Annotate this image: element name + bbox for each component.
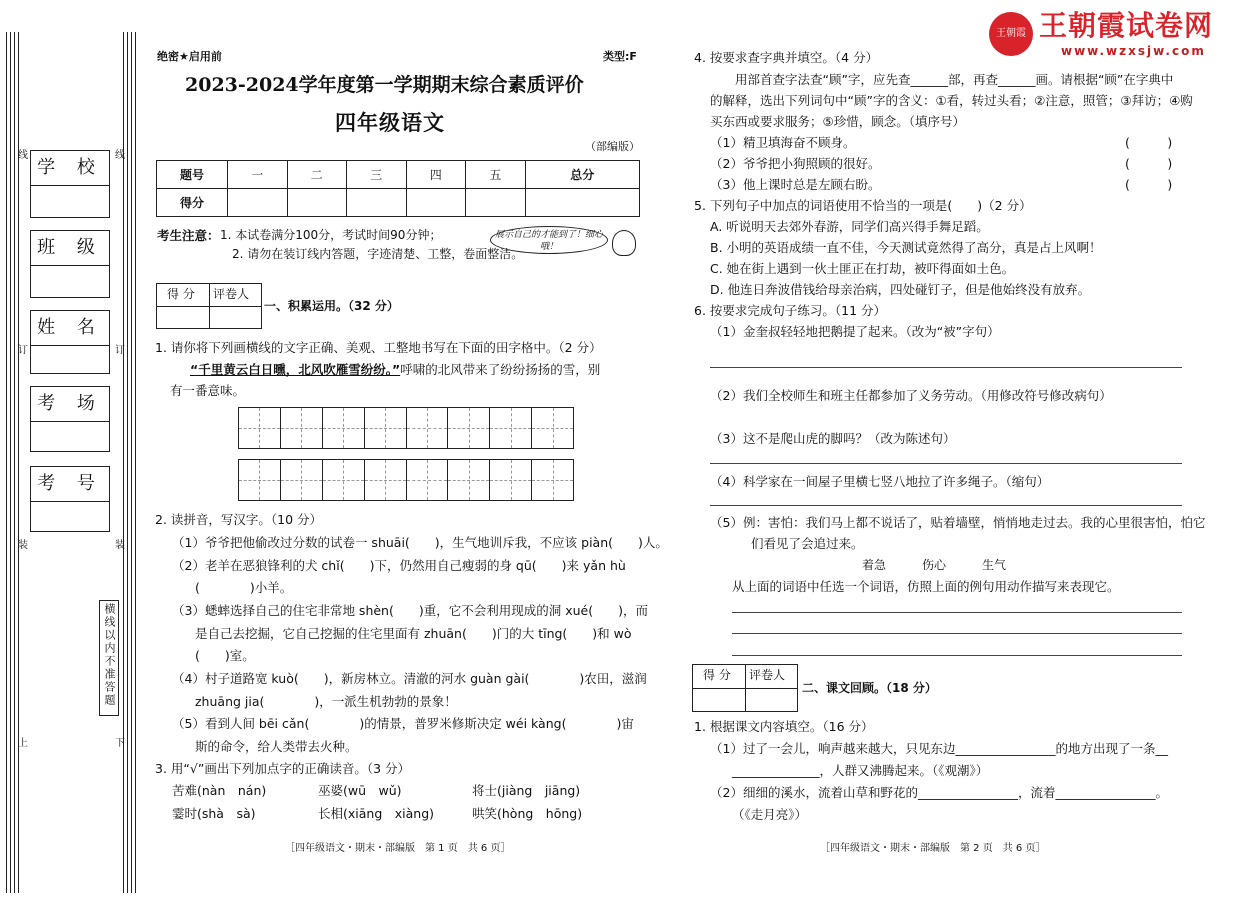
q3-option[interactable]: 巫婆(wū wǔ): [318, 783, 402, 798]
q1-text: 1. 请你将下列画横线的文字正确、美观、工整地书写在下面的田字格中。（2 分）: [155, 340, 602, 355]
q4-item: （1）精卫填海奋不顾身。: [710, 135, 856, 150]
notes-line-1: 1. 本试卷满分100分，考试时间90分钟；: [220, 228, 442, 242]
q3-option[interactable]: 苦难(nàn nán): [172, 783, 267, 798]
score-cell[interactable]: [347, 189, 407, 217]
q2-item: 是自己去挖掘，它自己挖掘的住宅里面有 zhuān( )门的大 tīng( )和 wò: [195, 626, 632, 641]
mark-ding: 订: [115, 345, 125, 356]
q4-body: 买东西或要求服务；⑤珍惜，顾念。（填序号）: [710, 114, 965, 129]
notes-label: 考生注意：: [157, 228, 220, 243]
answer-line[interactable]: [710, 463, 1182, 464]
exam-room-field[interactable]: 考 场: [30, 386, 110, 452]
logo-brand-name: 王朝霞试卷网: [1039, 9, 1214, 42]
cartoon-girl-icon: [612, 230, 636, 256]
q5-option[interactable]: B. 小明的英语成绩一直不佳，今天测试竟然得了高分，真是占上风啊！: [710, 240, 1102, 255]
q6-item: （1）金奎叔轻轻地把鹅提了起来。（改为“被”字句）: [710, 324, 1000, 339]
q2-item: 斯的命令，给人类带去火种。: [195, 739, 358, 754]
score-header: 二: [287, 161, 347, 189]
score-header: 总分: [525, 161, 639, 189]
brand-logo: [989, 10, 1225, 58]
q4-answer[interactable]: ( ): [1125, 177, 1173, 192]
logo-badge-icon: 王朝霞: [989, 12, 1033, 56]
q6-item: 们看见了会追过来。: [751, 536, 864, 551]
s2-q1-item: ______________，人群又沸腾起来。（《观潮》）: [732, 763, 989, 778]
name-field[interactable]: 姓 名: [30, 310, 110, 374]
q2-item: ( )小羊。: [195, 580, 293, 595]
page-footer-1: ［四年级语文・期末・部编版 第 1 页 共 6 页］: [285, 843, 511, 854]
page-footer-2: ［四年级语文・期末・部编版 第 2 页 共 6 页］: [820, 843, 1046, 854]
q4-text: 4. 按要求查字典并填空。（4 分）: [694, 50, 879, 65]
writing-grid-1[interactable]: [238, 407, 574, 449]
q4-item: （3）他上课时总是左顾右盼。: [710, 177, 881, 192]
q4-answer[interactable]: ( ): [1125, 156, 1173, 171]
q6-item: （5）例：害怕：我们马上都不说话了，贴着墙壁，悄悄地走过去。我的心里很害怕，怕它: [710, 515, 1206, 530]
q4-body: 用部首查字法查“顾”字，应先查______部，再查______画。请根据“顾”在字典中: [735, 72, 1174, 87]
score-header: 四: [406, 161, 466, 189]
s2-q1-item: （《走月亮》）: [732, 807, 808, 822]
q2-item: zhuāng jia( )，一派生机勃勃的景象！: [195, 694, 457, 709]
s2-q1-item: （2）细细的溪水，流着山草和野花的________________，流着________________。: [710, 785, 1168, 800]
exam-title: 2023-2024学年度第一学期期末综合素质评价: [185, 74, 584, 96]
binding-notice: 横线以内不准答题: [99, 600, 119, 716]
q6-item: （4）科学家在一间屋子里横七竖八地拉了许多绳子。（缩句）: [710, 474, 1050, 489]
q4-body: 的解释，选出下列词句中“顾”字的含义：①看，转过头看；②注意，照管；③拜访；④购: [710, 93, 1193, 108]
q1-text-cont: 有一番意味。: [170, 383, 246, 398]
encourage-bubble: 展示自己的才能到了！细心哦！: [490, 226, 608, 254]
mark-zhuang: 装: [115, 540, 125, 551]
score-header: 题号: [157, 161, 228, 189]
q2-item: （1）爷爷把他偷改过分数的试卷一 shuāi( )，生气地训斥我，不应该 piàn( )人。: [172, 535, 668, 550]
q3-option[interactable]: 将士(jiàng jiāng): [472, 783, 581, 798]
q3-option[interactable]: 长相(xiāng xiàng): [318, 806, 435, 821]
score-header: 三: [347, 161, 407, 189]
mark-xia: 下: [115, 738, 125, 749]
q1-quote: “千里黄云白日曛，北风吹雁雪纷纷。”呼啸的北风带来了纷纷扬扬的雪，别: [190, 362, 601, 377]
mark-shang: 上: [18, 738, 28, 749]
q3-text: 3. 用“√”画出下列加点字的正确读音。（3 分）: [155, 761, 410, 776]
q6-item: 从上面的词语中任选一个词语，仿照上面的例句用动作描写来表现它。: [732, 579, 1120, 594]
mark-xian: 线: [18, 150, 28, 161]
score-cell[interactable]: [228, 189, 288, 217]
score-cell[interactable]: [525, 189, 639, 217]
notes-line-2: 2. 请勿在装订线内答题，字迹清楚、工整，卷面整洁。: [232, 247, 524, 261]
score-cell[interactable]: [406, 189, 466, 217]
score-row-label: 得分: [157, 189, 228, 217]
edition-label: （部编版）: [585, 140, 640, 153]
score-header: 五: [466, 161, 526, 189]
score-cell[interactable]: [466, 189, 526, 217]
q3-option[interactable]: 哄笑(hòng hōng): [472, 806, 583, 821]
q5-text: 5. 下列句子中加点的词语使用不恰当的一项是( )（2 分）: [694, 198, 1032, 213]
score-header: 一: [228, 161, 288, 189]
q2-item: ( )室。: [195, 648, 255, 663]
exam-type: 类型:F: [603, 50, 637, 63]
exam-number-field[interactable]: 考 号: [30, 466, 110, 532]
q6-item: （3）这不是爬山虎的脚吗？（改为陈述句）: [710, 431, 956, 446]
q2-text: 2. 读拼音，写汉字。（10 分）: [155, 512, 323, 527]
mark-zhuang: 装: [18, 540, 28, 551]
q4-item: （2）爷爷把小狗照顾的很好。: [710, 156, 881, 171]
section-1-title: 一、积累运用。（32 分）: [264, 299, 399, 313]
exam-subject: 四年级语文: [335, 110, 445, 135]
school-field[interactable]: 学 校: [30, 150, 110, 218]
q2-item: （2）老羊在恶狼锋利的犬 chǐ( )下，仍然用自己瘦弱的身 qū( )来 yǎn hù: [172, 558, 626, 573]
answer-line[interactable]: [732, 612, 1182, 613]
answer-line[interactable]: [710, 505, 1182, 506]
answer-line[interactable]: [732, 633, 1182, 634]
q6-text: 6. 按要求完成句子练习。（11 分）: [694, 303, 887, 318]
secret-label: 绝密★启用前: [157, 50, 222, 63]
q6-word-choices: 着急 伤心 生气: [862, 558, 1007, 572]
q2-item: （3）蟋蟀选择自己的住宅非常地 shèn( )重，它不会利用现成的洞 xué( )，而: [172, 603, 648, 618]
logo-url: www.wzxsjw.com: [1061, 44, 1206, 58]
q2-item: （4）村子道路宽 kuò( )，新房林立。清澈的河水 guàn gài( )农田，滋润: [172, 671, 647, 686]
q3-option[interactable]: 霎时(shà sà): [172, 806, 256, 821]
writing-grid-2[interactable]: [238, 459, 574, 501]
grader-box-1: 得 分 评卷人: [156, 283, 262, 329]
q4-answer[interactable]: ( ): [1125, 135, 1173, 150]
mark-xian: 线: [115, 150, 125, 161]
score-table: [156, 160, 640, 217]
q2-item: （5）看到人间 bēi cǎn( )的情景，普罗米修斯决定 wéi kàng( )宙: [172, 716, 634, 731]
q6-item: （2）我们全校师生和班主任都参加了义务劳动。（用修改符号修改病句）: [710, 388, 1112, 403]
answer-line[interactable]: [732, 655, 1182, 656]
grader-box-2: 得 分 评卷人: [692, 664, 798, 712]
s2-q1-text: 1. 根据课文内容填空。（16 分）: [694, 719, 874, 734]
s2-q1-item: （1）过了一会儿，响声越来越大，只见东边________________的地方出现了一条__: [710, 741, 1168, 756]
q5-option[interactable]: D. 他连日奔波借钱给母亲治病，四处碰钉子，但是他始终没有放弃。: [710, 282, 1091, 297]
score-cell[interactable]: [287, 189, 347, 217]
q5-option[interactable]: C. 她在街上遇到一伙土匪正在打劫，被吓得面如土色。: [710, 261, 1015, 276]
section-2-title: 二、课文回顾。（18 分）: [802, 681, 937, 695]
answer-line[interactable]: [710, 367, 1182, 368]
mark-ding: 订: [18, 345, 28, 356]
q5-option[interactable]: A. 听说明天去郊外春游，同学们高兴得手舞足蹈。: [710, 219, 989, 234]
class-field[interactable]: 班 级: [30, 230, 110, 298]
